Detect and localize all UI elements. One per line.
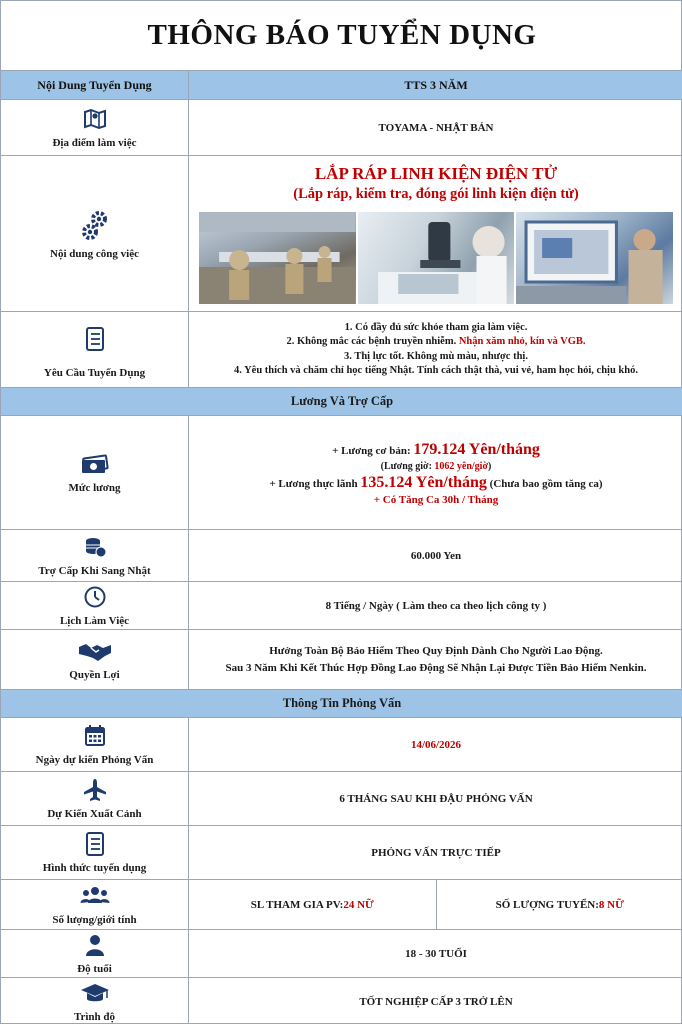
quantity-values: [189, 880, 682, 929]
salary-content-cell: [189, 416, 682, 529]
job-photos: [199, 212, 673, 304]
location-row: [1, 99, 682, 155]
requirements-label-cell: [1, 312, 189, 387]
base-salary-value: 179.124 Yên/tháng: [413, 440, 540, 458]
gears-icon: [80, 208, 110, 242]
net-salary-line: [269, 475, 602, 492]
schedule-label: Lịch Làm Việc: [59, 614, 130, 627]
quantity-label-cell: [1, 880, 189, 929]
location-label-cell: [1, 100, 189, 155]
header-left: Nội Dung Tuyển Dụng: [1, 71, 189, 99]
interview-date-value: 14/06/2026: [410, 738, 462, 751]
calendar-icon: [82, 724, 108, 748]
format-value: PHỎNG VẤN TRỰC TIẾP: [371, 846, 501, 859]
quantity-row: [1, 879, 682, 929]
education-row: [1, 977, 682, 1024]
allowance-label-cell: [1, 530, 189, 581]
section-interview: Thông Tin Phỏng Vấn: [1, 689, 682, 717]
job-title: LẮP RÁP LINH KIỆN ĐIỆN TỬ: [314, 163, 558, 183]
factory-photo-3: [516, 212, 673, 304]
departure-label-cell: [1, 772, 189, 825]
departure-value: 6 THÁNG SAU KHI ĐẬU PHỎNG VẤN: [339, 792, 533, 805]
age-label-cell: [1, 930, 189, 977]
net-salary-value: 135.124 Yên/tháng: [360, 473, 487, 491]
departure-label: Dự Kiến Xuất Cảnh: [47, 807, 142, 820]
requirement-2: [286, 335, 585, 350]
page-title: THÔNG BÁO TUYỂN DỤNG: [147, 19, 537, 51]
interview-date-label-cell: [1, 718, 189, 771]
requirement-3: 3. Thị lực tốt. Không mù màu, nhược thị.: [344, 350, 528, 362]
format-row: [1, 825, 682, 879]
benefits-content: [189, 630, 682, 689]
age-value: 18 - 30 TUỔI: [405, 947, 467, 960]
hourly-suffix: ): [488, 460, 492, 472]
education-label: Trình độ: [73, 1010, 116, 1023]
requirement-2-highlight: Nhận xăm nhỏ, kín và VGB.: [458, 336, 586, 347]
table-header: [1, 70, 682, 99]
hiring-value: 8 NỮ: [598, 898, 624, 911]
format-label: Hình thức tuyển dụng: [42, 861, 147, 874]
net-salary-prefix: + Lương thực lãnh: [269, 477, 361, 490]
graduation-cap-icon: [80, 981, 110, 1005]
job-label: Nội dung công việc: [50, 247, 139, 260]
base-salary-prefix: + Lương cơ bản:: [332, 444, 414, 457]
age-label: Độ tuổi: [77, 962, 112, 975]
hourly-prefix: (Lương giờ:: [380, 460, 435, 472]
schedule-label-cell: [1, 582, 189, 629]
base-salary-line: [332, 442, 540, 459]
allowance-row: [1, 529, 682, 581]
schedule-value: 8 Tiếng / Ngày ( Làm theo ca theo lịch công ty ): [325, 599, 547, 612]
requirement-2-text: 2. Không mắc các bệnh truyền nhiễm.: [286, 336, 459, 347]
requirements-list: [189, 312, 682, 387]
schedule-row: [1, 581, 682, 629]
quantity-label: Số lượng/giới tính: [52, 913, 137, 926]
hiring-prefix: SỐ LƯỢNG TUYỂN:: [495, 898, 599, 911]
clock-icon: [82, 585, 108, 609]
factory-photo-1: [199, 212, 356, 304]
section-salary: Lương Và Trợ Cấp: [1, 387, 682, 415]
requirement-1: 1. Có đầy đủ sức khỏe tham gia làm việc.: [344, 321, 528, 333]
hourly-wage-line: [381, 459, 492, 475]
interview-date-row: [1, 717, 682, 771]
benefits-row: [1, 629, 682, 689]
requirement-4: 4. Yêu thích và chăm chỉ học tiếng Nhật. Tính cách thật thà, vui vẻ, ham học hỏi, chịu khó.: [233, 365, 638, 376]
format-label-cell: [1, 826, 189, 879]
map-icon: [82, 107, 108, 131]
education-value: TỐT NGHIỆP CẤP 3 TRỞ LÊN: [359, 995, 513, 1008]
benefits-label: Quyền Lợi: [69, 668, 120, 681]
participants-count: [189, 880, 436, 929]
person-icon: [82, 933, 108, 957]
education-label-cell: [1, 978, 189, 1024]
salary-label: Mức lương: [68, 481, 121, 494]
requirements-row: [1, 311, 682, 387]
hourly-wage-value: 1062 yên/giờ: [434, 460, 488, 472]
benefit-1: Hưởng Toàn Bộ Bảo Hiểm Theo Quy Định Dành Cho Người Lao Động.: [269, 644, 603, 657]
participants-prefix: SL THAM GIA PV:: [250, 898, 344, 911]
salary-row: [1, 415, 682, 529]
requirements-label: Yêu Cầu Tuyển Dụng: [43, 367, 146, 379]
factory-photo-2: [358, 212, 515, 304]
allowance-value: 60.000 Yen: [410, 549, 462, 562]
allowance-label: Trợ Cấp Khi Sang Nhật: [38, 564, 151, 577]
job-row: [1, 155, 682, 311]
job-subtitle: (Lắp ráp, kiểm tra, đóng gói linh kiện điện tử): [293, 185, 579, 202]
hiring-count: [436, 880, 682, 929]
checklist-icon: [82, 327, 108, 351]
location-label: Địa điểm làm việc: [52, 136, 137, 149]
checklist-icon: [82, 832, 108, 856]
age-row: [1, 929, 682, 977]
benefit-2: Sau 3 Năm Khi Kết Thúc Hợp Đồng Lao Động Sẽ Nhận Lại Được Tiền Bảo Hiểm Nenkin.: [225, 661, 647, 674]
salary-label-cell: [1, 416, 189, 529]
header-right: TTS 3 NĂM: [404, 77, 468, 92]
net-salary-note: (Chưa bao gồm tăng ca): [486, 477, 603, 490]
money-icon: [80, 452, 110, 476]
overtime-line: + Có Tăng Ca 30h / Tháng: [373, 493, 499, 506]
coins-icon: [82, 535, 108, 559]
departure-row: [1, 771, 682, 825]
benefits-label-cell: [1, 630, 189, 689]
location-value: TOYAMA - NHẬT BẢN: [378, 121, 494, 134]
participants-value: 24 NỮ: [343, 898, 374, 911]
job-content-cell: [189, 156, 682, 311]
handshake-icon: [78, 639, 112, 663]
group-icon: [80, 884, 110, 908]
job-label-cell: [1, 156, 189, 311]
interview-date-label: Ngày dự kiến Phỏng Vấn: [35, 753, 154, 766]
airplane-icon: [82, 778, 108, 802]
